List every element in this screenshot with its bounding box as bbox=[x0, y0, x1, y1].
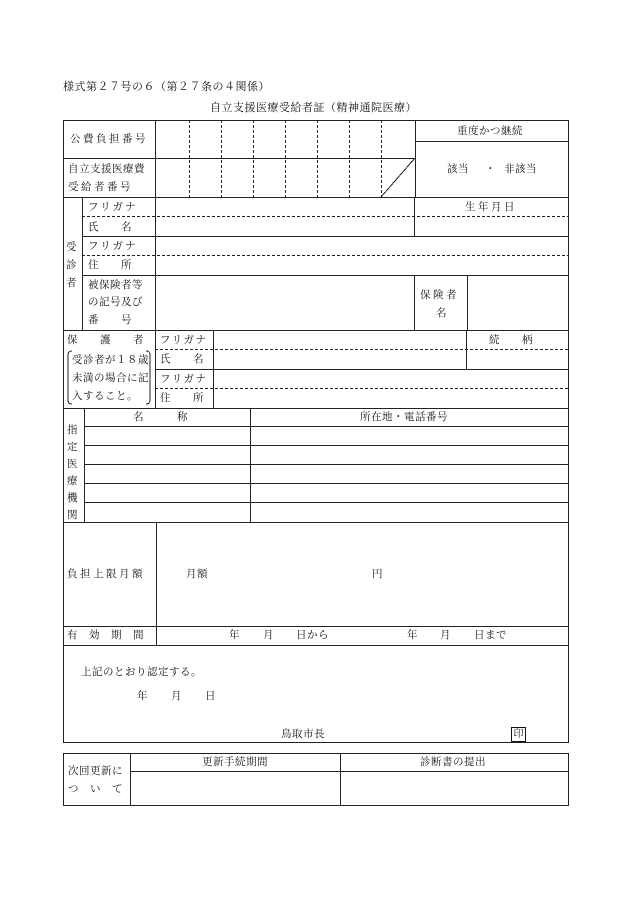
form-number: 様式第２７号の６（第２７条の４関係） bbox=[63, 80, 270, 93]
public-burden-no-label: 公費負担番号 bbox=[70, 133, 148, 145]
guardian-note-2: 未満の場合に記 bbox=[72, 372, 149, 384]
cert-month-label: 月 bbox=[171, 690, 182, 702]
guardian-address-label: 住 所 bbox=[160, 392, 204, 404]
insurer-label-1: 保険者 bbox=[420, 289, 459, 301]
patient-address-label: 住 所 bbox=[88, 259, 132, 271]
validity-to-month: 月 bbox=[440, 629, 451, 641]
facility-name-header: 名 称 bbox=[133, 411, 188, 423]
validity-from-month: 月 bbox=[263, 629, 274, 641]
recipient-no-label-2: 受給者番号 bbox=[68, 181, 133, 193]
facility-label-2: 定 bbox=[67, 441, 78, 453]
monthly-limit-label: 負担上限月額 bbox=[67, 568, 145, 580]
validity-to-day: 日まで bbox=[474, 629, 507, 641]
renewal-period-header: 更新手続期間 bbox=[202, 756, 268, 768]
validity-from-year: 年 bbox=[229, 629, 240, 641]
insurer-label-2: 名 bbox=[436, 307, 447, 319]
applicable-option: 該当 bbox=[447, 163, 469, 175]
renewal-label-2: つ い て bbox=[68, 783, 123, 795]
patient-label-1: 受 bbox=[66, 241, 77, 253]
form-title: 自立支援医療受給者証（精神通院医療） bbox=[210, 101, 417, 114]
facility-label-3: 医 bbox=[67, 458, 78, 470]
mayor-label: 鳥取市長 bbox=[281, 728, 325, 740]
certification-text: 上記のとおり認定する。 bbox=[81, 666, 202, 678]
insured-label-2: の記号及び bbox=[88, 296, 143, 308]
seal-mark: 印 bbox=[511, 727, 526, 742]
not-applicable-option: 非該当 bbox=[504, 163, 537, 175]
insured-label-1: 被保険者等 bbox=[88, 279, 143, 291]
facility-label-1: 指 bbox=[67, 424, 78, 436]
severe-continuous-label: 重度かつ継続 bbox=[457, 125, 523, 137]
guardian-furigana-label: フリガナ bbox=[160, 334, 208, 346]
validity-label: 有 効 期 間 bbox=[67, 629, 144, 641]
validity-to-year: 年 bbox=[407, 629, 418, 641]
yen-label: 円 bbox=[372, 568, 383, 580]
address-furigana-label: フリガナ bbox=[88, 240, 138, 252]
facility-address-header: 所在地・電話番号 bbox=[360, 411, 448, 423]
monthly-label: 月額 bbox=[186, 568, 208, 580]
option-separator: ・ bbox=[485, 163, 496, 175]
birthdate-label: 生年月日 bbox=[465, 201, 517, 213]
facility-label-6: 関 bbox=[67, 509, 78, 521]
patient-furigana-label: フリガナ bbox=[88, 201, 138, 213]
recipient-no-label-1: 自立支援医療費 bbox=[68, 163, 145, 175]
patient-label-3: 者 bbox=[66, 277, 77, 289]
facility-label-4: 療 bbox=[67, 475, 78, 487]
guardian-note-3: 入すること。 bbox=[72, 390, 138, 402]
renewal-label-1: 次回更新に bbox=[68, 765, 123, 777]
patient-label-2: 診 bbox=[66, 259, 77, 271]
patient-name-label: 氏 名 bbox=[88, 221, 132, 233]
validity-from-day: 日から bbox=[296, 629, 329, 641]
insured-label-3: 番 号 bbox=[88, 314, 132, 326]
facility-label-5: 機 bbox=[67, 492, 78, 504]
cert-day-label: 日 bbox=[205, 690, 216, 702]
cert-year-label: 年 bbox=[137, 690, 148, 702]
guardian-label: 保 護 者 bbox=[67, 334, 144, 346]
diagnosis-submission-header: 診断書の提出 bbox=[420, 756, 486, 768]
guardian-name-label: 氏 名 bbox=[160, 353, 204, 365]
relation-label: 続 柄 bbox=[489, 334, 533, 346]
guardian-address-furigana-label: フリガナ bbox=[160, 373, 208, 385]
guardian-note-1: 受診者が１８歳 bbox=[72, 354, 149, 366]
